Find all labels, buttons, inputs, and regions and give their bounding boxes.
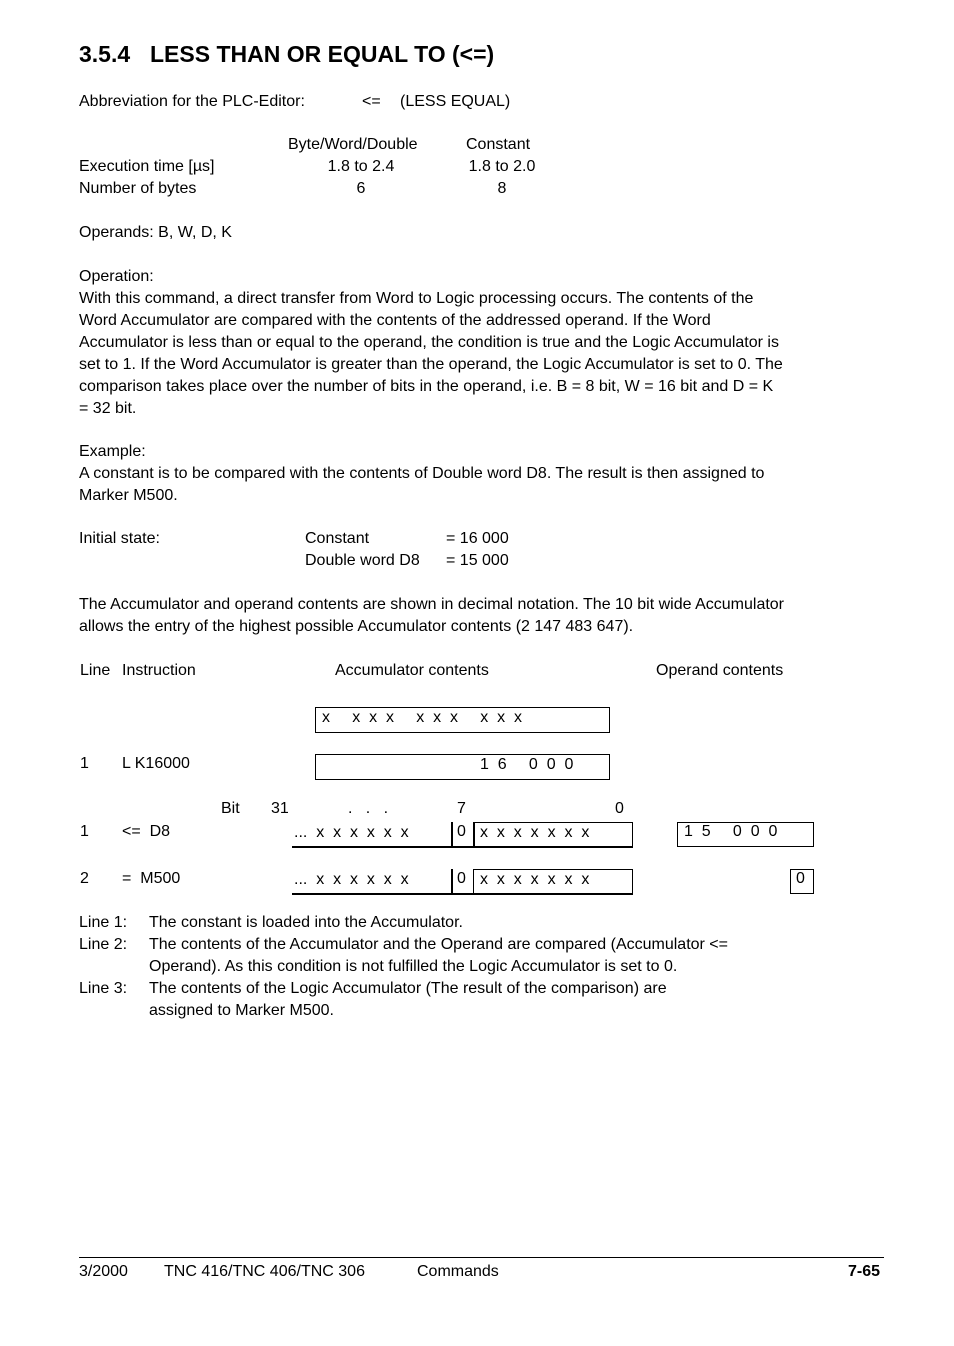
bytes-constant: 8 (497, 180, 507, 197)
row3-operand-value: 0 (796, 870, 805, 887)
operation-line: Word Accumulator are compared with the contents of the addressed operand. If the Word (79, 312, 711, 329)
row1-line-number: 1 (80, 755, 89, 772)
notation-line: The Accumulator and operand contents are shown in decimal notation. The 10 bit wide Accumulator (79, 596, 785, 613)
row-label-number-of-bytes: Number of bytes (79, 180, 197, 197)
row3-logic-bit: 0 (457, 870, 466, 887)
initial-accumulator-bits: x x x x x x x x x x (322, 709, 523, 726)
execution-time-constant: 1.8 to 2.0 (468, 158, 536, 175)
notation-line: allows the entry of the highest possible Accumulator contents (2 147 483 647). (79, 618, 634, 635)
operation-line: set to 1. If the Word Accumulator is greater than the operand, the Logic Accumulator is set to 0. The (79, 356, 783, 373)
row2-high-bits: ... x x x x x x (294, 824, 409, 841)
operation-line: With this command, a direct transfer from Word to Logic processing occurs. The contents of the (79, 290, 754, 307)
operands-line: Operands: B, W, D, K (79, 224, 232, 241)
row3-divider-left (451, 869, 453, 894)
col-header-byte-word-double: Byte/Word/Double (288, 136, 418, 153)
header-accumulator: Accumulator contents (335, 662, 489, 679)
execution-time-bwd: 1.8 to 2.4 (327, 158, 395, 175)
bit-31-label: 31 (271, 800, 289, 817)
row2-low-bits: x x x x x x x (480, 824, 590, 841)
header-line: Line (80, 662, 111, 679)
note2-text: The contents of the Accumulator and the Operand are compared (Accumulator <= (149, 936, 728, 953)
bit-7-label: 7 (457, 800, 466, 817)
footer-rule (79, 1257, 884, 1258)
example-line: Marker M500. (79, 487, 178, 504)
note3-text: assigned to Marker M500. (149, 1002, 334, 1019)
footer-page-number: 7-65 (847, 1263, 880, 1280)
row3-high-bits: ... x x x x x x (294, 871, 409, 888)
header-instruction: Instruction (122, 662, 196, 679)
operation-text (79, 288, 884, 420)
row2-divider-left (451, 822, 453, 847)
note1-label: Line 1: (79, 914, 128, 931)
note3-label: Line 3: (79, 980, 128, 997)
initial-constant-value: = 16 000 (446, 530, 509, 547)
row2-instruction: <= D8 (122, 823, 171, 840)
note2-label: Line 2: (79, 936, 128, 953)
notation-text (79, 594, 884, 638)
initial-constant-name: Constant (305, 530, 370, 547)
note3-text: The contents of the Logic Accumulator (The result of the comparison) are (149, 980, 667, 997)
note2-text: Operand). As this condition is not fulfilled the Logic Accumulator is set to 0. (149, 958, 678, 975)
example-text (79, 463, 884, 507)
row2-line-number: 1 (80, 823, 89, 840)
col-header-constant: Constant (466, 136, 531, 153)
row1-accumulator-value: 1 6 0 0 0 (480, 756, 574, 773)
bit-dots: . . . (348, 800, 389, 817)
operation-line: Accumulator is less than or equal to the operand, the condition is true and the Logic Accumulator is (79, 334, 779, 351)
operation-line: = 32 bit. (79, 400, 137, 417)
abbrev-label: Abbreviation for the PLC-Editor: (79, 93, 305, 110)
example-line: A constant is to be compared with the contents of Double word D8. The result is then assigned to (79, 465, 765, 482)
initial-state-label: Initial state: (79, 530, 160, 547)
operation-label: Operation: (79, 268, 154, 285)
abbrev-symbol: <= (362, 93, 381, 110)
row3-low-bits: x x x x x x x (480, 871, 590, 888)
footer-date: 3/2000 (79, 1263, 128, 1280)
header-operand: Operand contents (656, 662, 784, 679)
row1-instruction: L K16000 (122, 755, 190, 772)
section-number: 3.5.4 (79, 41, 131, 67)
bit-0-label: 0 (615, 800, 624, 817)
footer-section: Commands (417, 1263, 499, 1280)
row3-instruction: = M500 (122, 870, 181, 887)
initial-d8-value: = 15 000 (446, 552, 509, 569)
abbrev-name: (LESS EQUAL) (400, 93, 511, 110)
row3-line-number: 2 (80, 870, 89, 887)
section-title: LESS THAN OR EQUAL TO (<=) (150, 41, 495, 67)
note1-text: The constant is loaded into the Accumulator. (149, 914, 463, 931)
operation-line: comparison takes place over the number of bits in the operand, i.e. B = 8 bit, W = 16 bit and D = K (79, 378, 774, 395)
example-label: Example: (79, 443, 146, 460)
row2-logic-bit: 0 (457, 823, 466, 840)
initial-d8-name: Double word D8 (305, 552, 420, 569)
bit-label: Bit (221, 800, 240, 817)
row-label-execution-time: Execution time [µs] (79, 158, 215, 175)
row2-operand-value: 1 5 0 0 0 (684, 823, 778, 840)
footer-model: TNC 416/TNC 406/TNC 306 (164, 1263, 365, 1280)
bytes-bwd: 6 (356, 180, 366, 197)
